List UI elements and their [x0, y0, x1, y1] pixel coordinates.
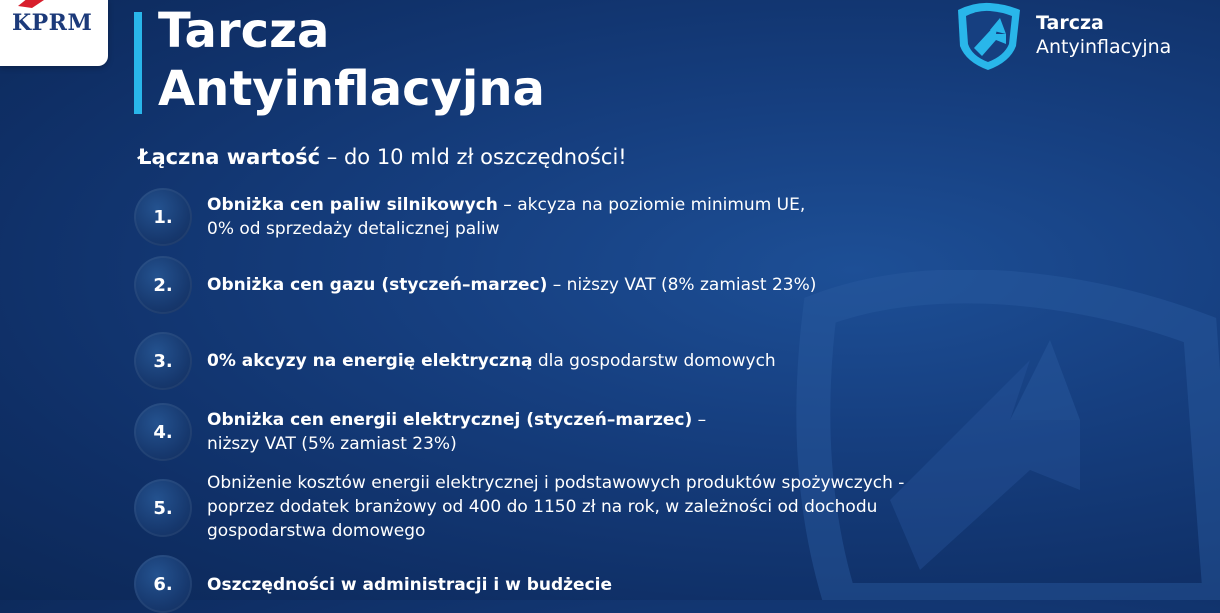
page-title — [158, 2, 545, 118]
item-text — [207, 573, 612, 597]
item-text — [207, 471, 904, 543]
item-rest: dla gospodarstw domowych — [532, 351, 776, 371]
item-text — [207, 408, 706, 456]
title-accent-bar — [134, 12, 142, 114]
item-line-3: gospodarstwa domowego — [207, 521, 426, 541]
item-number-badge: 6. — [134, 555, 192, 613]
item-rest: – akcyza na poziomie minimum UE, — [497, 195, 806, 215]
item-bold: Oszczędności w administracji i w budżecie — [207, 575, 613, 595]
item-bold: Obniżka cen energii elektrycznej (styczeń–marzec) — [207, 410, 693, 430]
item-number-badge: 5. — [134, 479, 192, 537]
item-number-badge: 2. — [134, 256, 192, 314]
item-bold: Obniżka cen paliw silnikowych — [207, 195, 498, 215]
item-bold: 0% akcyzy na energię elektryczną — [207, 351, 533, 371]
item-text — [207, 349, 776, 373]
item-text — [207, 193, 805, 241]
item-number-badge: 1. — [134, 188, 192, 246]
brand-badge — [952, 0, 1192, 72]
brand-name-line-1: Tarcza — [1036, 12, 1104, 34]
title-line-1: Tarcza — [158, 3, 330, 59]
item-line-2: 0% od sprzedaży detalicznej paliw — [207, 219, 500, 239]
item-rest: – — [692, 410, 707, 430]
item-rest: – niższy VAT (8% zamiast 23%) — [547, 275, 817, 295]
item-line-2: poprzez dodatek branżowy od 400 do 1150 zł na rok, w zależności od dochodu — [207, 497, 878, 517]
brand-name-line-2: Antyinflacyjna — [1036, 36, 1172, 58]
title-line-2: Antyinflacyjna — [158, 61, 545, 117]
item-number-badge: 3. — [134, 332, 192, 390]
item-text — [207, 273, 816, 297]
intro-text — [138, 145, 627, 169]
intro-rest: – do 10 mld zł oszczędności! — [320, 145, 627, 169]
item-line-1: Obniżenie kosztów energii elektrycznej i podstawowych produktów spożywczych - — [207, 473, 905, 493]
intro-bold: Łączna wartość — [138, 145, 321, 169]
shield-arrow-icon — [952, 0, 1024, 72]
flag-icon — [18, 0, 44, 8]
item-line-2: niższy VAT (5% zamiast 23%) — [207, 434, 457, 454]
item-bold: Obniżka cen gazu (styczeń–marzec) — [207, 275, 548, 295]
kprm-logo — [0, 0, 108, 66]
background-shield-icon — [780, 270, 1220, 600]
logo-text: KPRM — [12, 10, 93, 36]
item-number-badge: 4. — [134, 403, 192, 461]
